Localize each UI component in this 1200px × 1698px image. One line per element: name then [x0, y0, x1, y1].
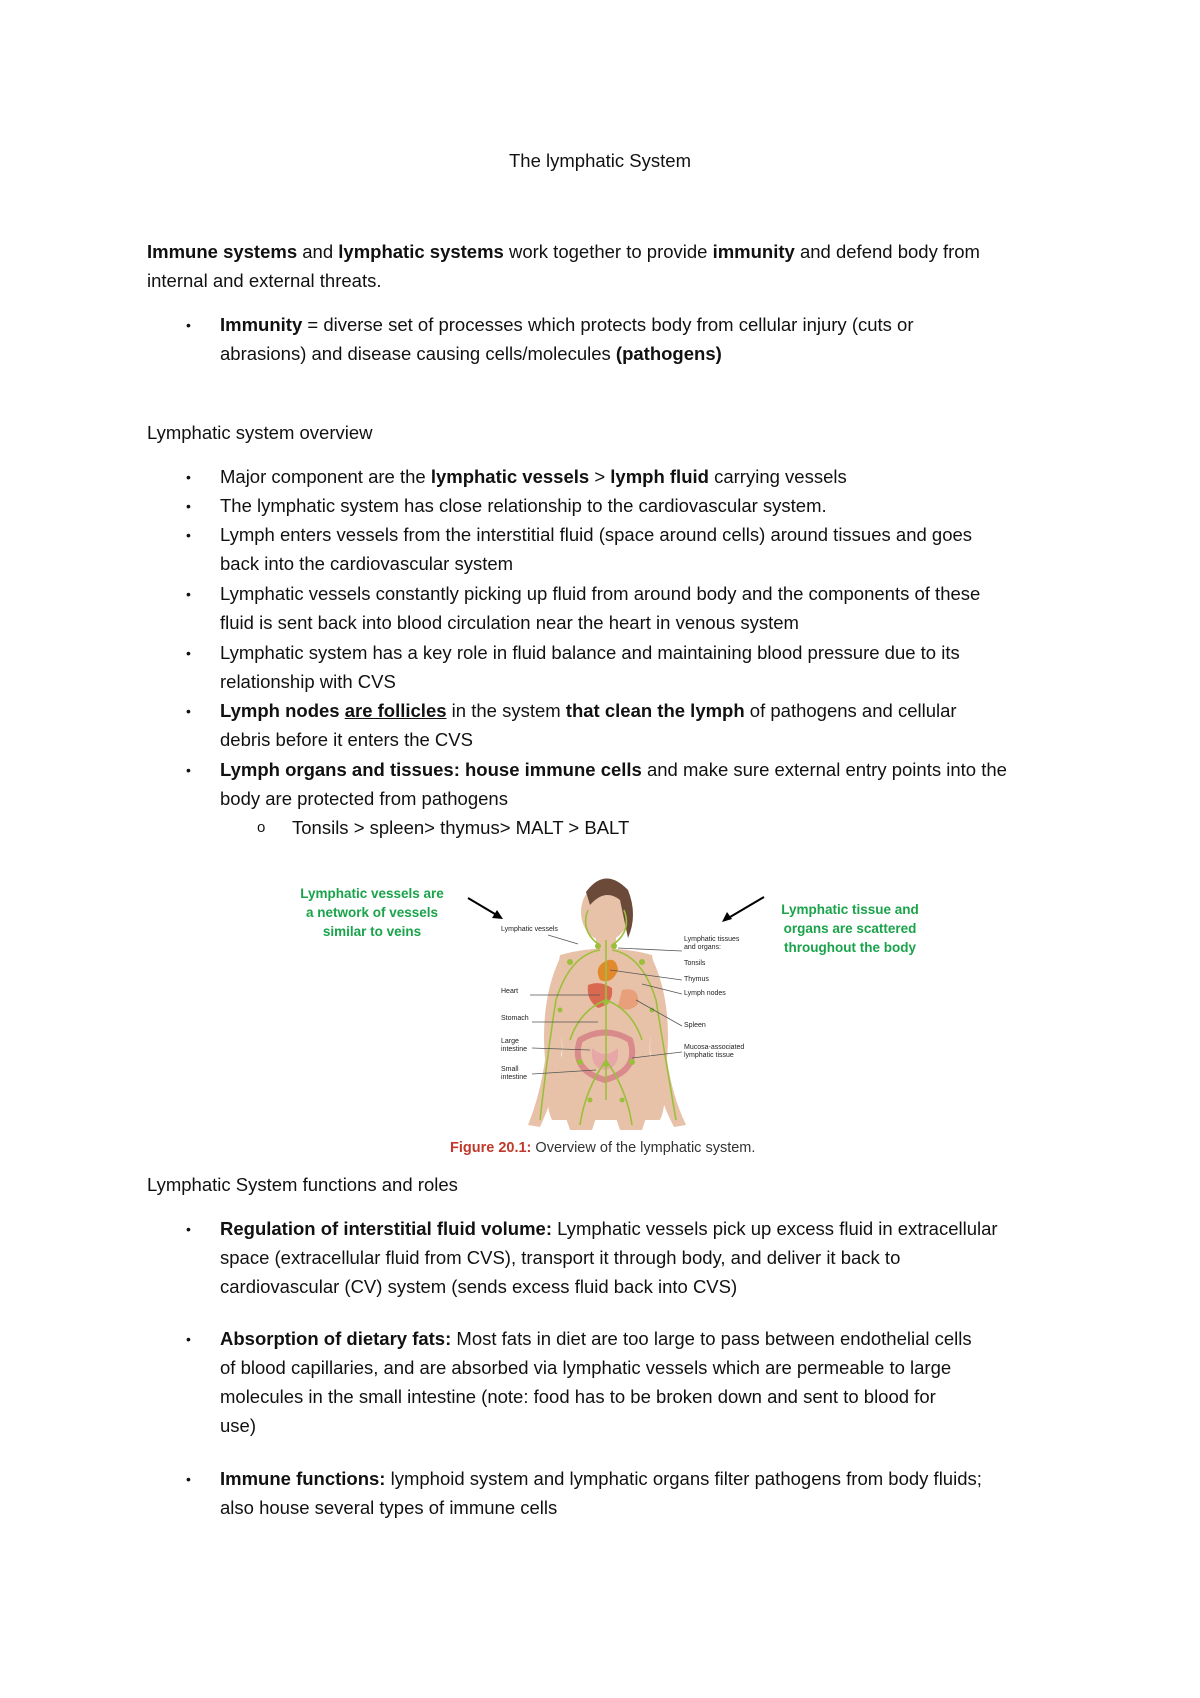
- bullet-icon: •: [186, 703, 191, 719]
- function-1-line-2: space (extracellular fluid from CVS), transport it through body, and deliver it back to: [220, 1247, 901, 1268]
- bullet-icon: •: [186, 1331, 191, 1347]
- text: of pathogens and cellular: [744, 700, 957, 721]
- term-regulation: Regulation of interstitial fluid volume:: [220, 1218, 552, 1239]
- text: in the system: [446, 700, 566, 721]
- text: Lymphatic vessels pick up excess fluid in extracellular: [551, 1218, 998, 1239]
- sub-bullet-icon: o: [257, 819, 266, 836]
- function-2-line-3: molecules in the small intestine (note: food has to be broken down and sent to blood for: [220, 1386, 936, 1407]
- intro-text: work together to provide: [503, 241, 713, 262]
- overview-bullet-3-line-1: Lymph enters vessels from the interstitial fluid (space around cells) around tissues and goes: [220, 524, 973, 545]
- intro-line-2: internal and external threats.: [147, 270, 382, 291]
- term-lymph-nodes: Lymph nodes: [220, 700, 340, 721]
- term-immune-functions: Immune functions:: [220, 1468, 386, 1489]
- figure-label: Mucosa-associated lymphatic tissue: [684, 1044, 745, 1059]
- callout-line: throughout the body: [784, 940, 916, 955]
- bullet-icon: •: [186, 762, 191, 778]
- function-2-line-2: of blood capillaries, and are absorbed via lymphatic vessels which are permeable to large: [220, 1357, 952, 1378]
- figure-label: Heart: [501, 988, 519, 995]
- overview-bullet-6-line-2: debris before it enters the CVS: [220, 729, 473, 750]
- section-heading-overview: Lymphatic system overview: [147, 422, 373, 443]
- figure-label: Spleen: [684, 1022, 706, 1029]
- bullet-icon: •: [186, 317, 191, 333]
- figure-label: Small intestine: [501, 1066, 528, 1081]
- function-2-line-1: [220, 1324, 972, 1353]
- function-1-line-3: cardiovascular (CV) system (sends excess fluid back into CVS): [220, 1276, 738, 1297]
- bullet-icon: •: [186, 527, 191, 543]
- overview-bullet-4-line-2: fluid is sent back into blood circulation near the heart in venous system: [220, 612, 799, 633]
- callout-line: Lymphatic vessels are: [300, 886, 444, 901]
- term-are-follicles: are follicles: [344, 700, 447, 721]
- arrow-right-icon: [722, 897, 764, 922]
- immunity-def-text-2: abrasions) and disease causing cells/molecules: [220, 343, 616, 364]
- overview-sub-bullet-organs: Tonsils > spleen> thymus> MALT > BALT: [292, 817, 630, 838]
- callout-line: Lymphatic tissue and: [781, 902, 919, 917]
- term-absorption: Absorption of dietary fats:: [220, 1328, 452, 1349]
- figure-caption-text: Overview of the lymphatic system.: [531, 1140, 756, 1156]
- text: carrying vessels: [708, 466, 847, 487]
- bullet-icon: •: [186, 498, 191, 514]
- bullet-icon: •: [186, 1221, 191, 1237]
- term-house-immune-cells: house immune cells: [465, 759, 642, 780]
- overview-bullet-5-line-2: relationship with CVS: [220, 671, 396, 692]
- function-2-line-4: use): [220, 1415, 256, 1436]
- text: Most fats in diet are too large to pass between endothelial cells: [451, 1328, 972, 1349]
- callout-line: a network of vessels: [305, 905, 439, 920]
- term-immunity: immunity: [712, 241, 795, 262]
- figure-caption: [450, 1140, 755, 1156]
- function-3-line-1: [220, 1464, 982, 1493]
- term-clean-the-lymph: that clean the lymph: [565, 700, 745, 721]
- callout-line: similar to veins: [322, 924, 422, 939]
- figure-label: Stomach: [501, 1015, 529, 1022]
- overview-bullet-2: The lymphatic system has close relationship to the cardiovascular system.: [220, 495, 827, 516]
- bullet-icon: •: [186, 1471, 191, 1487]
- function-1-line-1: [220, 1214, 998, 1243]
- figure-label: Lymphatic vessels: [501, 926, 558, 933]
- figure-label: Tonsils: [684, 960, 706, 967]
- arrow-left-icon: [468, 898, 503, 919]
- intro-text: and defend body from: [794, 241, 980, 262]
- bullet-icon: •: [186, 586, 191, 602]
- term-lymphatic-vessels: lymphatic vessels: [430, 466, 590, 487]
- overview-bullet-4-line-1: Lymphatic vessels constantly picking up fluid from around body and the components of these: [220, 583, 981, 604]
- overview-bullet-7-line-2: body are protected from pathogens: [220, 788, 508, 809]
- term-immune-systems: Immune systems: [147, 241, 298, 262]
- term-lymph-fluid: lymph fluid: [610, 466, 709, 487]
- figure-label: Lymphatic tissues and organs:: [684, 936, 740, 951]
- text: Major component are the: [220, 466, 431, 487]
- section-heading-functions: Lymphatic System functions and roles: [147, 1174, 458, 1195]
- callout-line: organs are scattered: [783, 921, 917, 936]
- figure-label: Lymph nodes: [684, 990, 726, 997]
- overview-bullet-5-line-1: Lymphatic system has a key role in fluid balance and maintaining blood pressure due to its: [220, 642, 960, 663]
- figure-caption-label: Figure 20.1:: [450, 1140, 532, 1156]
- overview-bullet-3-line-2: back into the cardiovascular system: [220, 553, 514, 574]
- bullet-icon: •: [186, 469, 191, 485]
- term-lymph-organs: Lymph organs and tissues:: [220, 759, 460, 780]
- page-title: The lymphatic System: [509, 150, 691, 171]
- text: lymphoid system and lymphatic organs filter pathogens from body fluids;: [385, 1468, 982, 1489]
- immunity-def-text: = diverse set of processes which protects body from cellular injury (cuts or: [302, 314, 914, 335]
- function-3-line-2: also house several types of immune cells: [220, 1497, 558, 1518]
- term-lymphatic-systems: lymphatic systems: [338, 241, 504, 262]
- term-pathogens: (pathogens): [615, 343, 722, 364]
- figure-label: Thymus: [684, 976, 709, 983]
- intro-text: and: [297, 241, 339, 262]
- bullet-icon: •: [186, 645, 191, 661]
- term-immunity-def: Immunity: [220, 314, 303, 335]
- figure-label: Large intestine: [501, 1038, 528, 1053]
- text: >: [589, 466, 611, 487]
- text: and make sure external entry points into the: [641, 759, 1007, 780]
